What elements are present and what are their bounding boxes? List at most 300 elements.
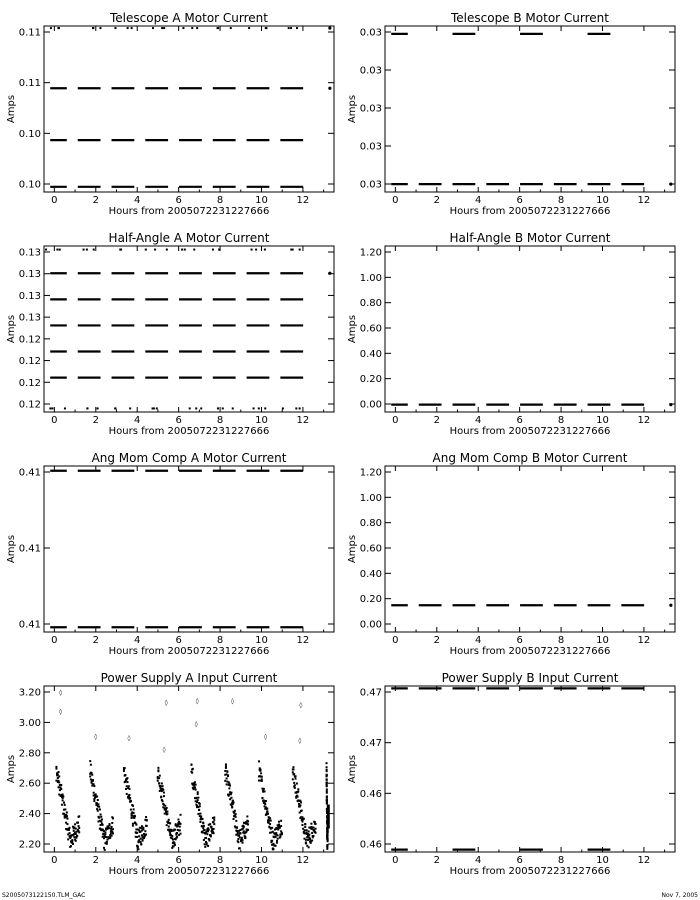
power-supply-a-input-current-point: [209, 823, 211, 825]
power-supply-a-input-current-xtick-label: 0: [51, 855, 58, 866]
power-supply-a-input-current-point: [106, 841, 108, 843]
ang-mom-comp-a-motor-current-xlabel: Hours from 2005072231227666: [108, 646, 270, 657]
power-supply-a-input-current-point: [261, 797, 263, 799]
half-angle-a-motor-current-point: [200, 407, 202, 409]
power-supply-a-input-current-point: [295, 778, 297, 780]
power-supply-a-input-current-point: [140, 841, 142, 843]
power-supply-a-input-current-xlabel: Hours from 2005072231227666: [108, 866, 270, 877]
power-supply-a-input-current-point: [136, 836, 138, 838]
power-supply-a-input-current-point: [326, 781, 328, 783]
power-supply-b-input-current-xlabel: Hours from 2005072231227666: [449, 866, 611, 877]
half-angle-a-motor-current-ytick-label: 0.13: [18, 312, 41, 324]
half-angle-a-motor-current-ytick-label: 0.13: [18, 247, 41, 259]
power-supply-a-input-current-point: [276, 840, 278, 842]
power-supply-a-input-current-point: [196, 801, 198, 803]
power-supply-a-input-current-point: [145, 834, 147, 836]
power-supply-a-input-current-point: [138, 835, 140, 837]
power-supply-a-input-current-point: [179, 829, 181, 831]
power-supply-a-input-current-point: [92, 780, 94, 782]
power-supply-a-input-current-point: [129, 797, 131, 799]
power-supply-a-input-current-point: [204, 846, 206, 848]
power-supply-a-input-current-point: [301, 824, 303, 826]
power-supply-a-input-current-point: [78, 827, 80, 829]
telescope-a-motor-current-xlabel: Hours from 2005072231227666: [108, 206, 270, 217]
power-supply-a-input-current-point: [259, 769, 261, 771]
power-supply-a-input-current-ytick-label: 2.80: [18, 748, 41, 760]
power-supply-a-input-current-point: [293, 773, 295, 775]
power-supply-a-input-current-point: [130, 809, 132, 811]
power-supply-a-input-current-point: [235, 816, 237, 818]
half-angle-a-motor-current-point: [264, 249, 266, 251]
ang-mom-comp-b-motor-current-xtick-label: 8: [557, 635, 565, 646]
power-supply-a-input-current-point: [168, 819, 170, 821]
ang-mom-comp-b-motor-current-ytick-label: 0.80: [359, 518, 382, 530]
power-supply-a-input-current-point: [304, 823, 306, 825]
power-supply-a-input-current-point: [202, 818, 204, 820]
power-supply-a-input-current-ytick-label: 3.00: [18, 717, 41, 729]
power-supply-a-input-current-frame: [44, 686, 334, 852]
half-angle-a-motor-current-ylabel: Amps: [6, 314, 17, 344]
telescope-b-motor-current-xtick-label: 6: [516, 195, 523, 206]
half-angle-b-motor-current-xtick-label: 0: [392, 415, 399, 426]
half-angle-a-motor-current-point: [251, 249, 253, 251]
power-supply-a-input-current-point: [230, 792, 232, 794]
power-supply-a-input-current-point: [77, 822, 79, 824]
half-angle-a-motor-current-point: [282, 407, 284, 409]
power-supply-a-input-current-point: [64, 804, 66, 806]
power-supply-a-input-current-point: [326, 762, 328, 764]
power-supply-a-input-current-point: [160, 796, 162, 798]
telescope-a-motor-current-point: [182, 27, 184, 29]
telescope-a-motor-current-point: [288, 27, 290, 29]
power-supply-a-input-current-point: [126, 793, 128, 795]
power-supply-a-input-current-point: [326, 796, 328, 798]
power-supply-a-input-current-point: [271, 827, 273, 829]
power-supply-a-input-current-point: [157, 780, 159, 782]
half-angle-a-motor-current-point: [64, 407, 66, 409]
half-angle-a-motor-current-xtick-label: 8: [216, 415, 224, 426]
power-supply-a-input-current-point: [297, 796, 299, 798]
power-supply-a-input-current-point: [239, 836, 241, 838]
telescope-a-motor-current-point: [161, 27, 163, 29]
power-supply-a-input-current-point: [269, 823, 271, 825]
power-supply-a-input-current-point: [193, 788, 195, 790]
power-supply-a-input-current-point: [89, 760, 91, 762]
power-supply-a-input-current-point: [194, 786, 196, 788]
power-supply-a-input-current-point: [303, 818, 305, 820]
power-supply-a-input-current-point: [93, 785, 95, 787]
power-supply-b-input-current-frame: [385, 686, 675, 852]
telescope-b-motor-current-ytick-label: 0.03: [359, 65, 382, 77]
footer-source-file: S2005073122150.TLM_GAC: [2, 892, 86, 899]
ang-mom-comp-b-motor-current-panel: [347, 451, 675, 657]
power-supply-a-input-current-point: [281, 832, 283, 834]
telescope-b-motor-current-ylabel: Amps: [347, 94, 358, 124]
power-supply-a-input-current-point: [207, 830, 209, 832]
power-supply-a-input-current-point: [112, 832, 114, 834]
power-supply-a-input-current-point: [169, 832, 171, 834]
power-supply-a-input-current-point: [70, 845, 72, 847]
power-supply-a-input-current-xtick-label: 2: [92, 855, 99, 866]
power-supply-a-input-current-point: [202, 831, 204, 833]
power-supply-a-input-current-point: [203, 839, 205, 841]
half-angle-a-motor-current-point: [153, 407, 155, 409]
power-supply-a-input-current-point: [294, 784, 296, 786]
power-supply-a-input-current-point: [62, 794, 64, 796]
power-supply-a-input-current-point: [174, 844, 176, 846]
ang-mom-comp-a-motor-current-xtick-label: 12: [296, 635, 310, 646]
ang-mom-comp-a-motor-current-xtick-label: 10: [255, 635, 268, 646]
power-supply-a-input-current-point: [326, 788, 328, 790]
power-supply-a-input-current-ytick-label: 2.60: [18, 778, 41, 790]
power-supply-a-input-current-point: [199, 805, 201, 807]
half-angle-a-motor-current-point: [114, 407, 116, 409]
power-supply-a-input-current-point: [159, 785, 161, 787]
power-supply-b-input-current-ytick-label: 0.46: [359, 788, 382, 800]
power-supply-a-input-current-point: [267, 813, 269, 815]
power-supply-a-input-current-point: [135, 824, 137, 826]
power-supply-a-input-current-point: [278, 821, 280, 823]
power-supply-a-input-current-point: [166, 824, 168, 826]
power-supply-a-input-current-point: [297, 788, 299, 790]
power-supply-a-input-current-point: [111, 826, 113, 828]
ang-mom-comp-a-motor-current-xtick-label: 8: [216, 635, 224, 646]
power-supply-a-input-current-outlier: ◊: [59, 689, 63, 697]
power-supply-a-input-current-point: [326, 792, 328, 794]
power-supply-a-input-current-point: [197, 791, 199, 793]
power-supply-a-input-current-point: [158, 777, 160, 779]
power-supply-a-input-current-point: [133, 812, 135, 814]
half-angle-a-motor-current-point: [299, 407, 301, 409]
telescope-a-motor-current-xtick-label: 0: [51, 195, 58, 206]
power-supply-a-input-current-point: [326, 844, 328, 846]
power-supply-a-input-current-point: [64, 808, 66, 810]
power-supply-a-input-current-point: [142, 827, 144, 829]
power-supply-a-input-current-point: [243, 830, 245, 832]
power-supply-b-input-current-ytick-label: 0.46: [359, 839, 382, 851]
power-supply-a-input-current-point: [73, 836, 75, 838]
power-supply-a-input-current-point: [309, 838, 311, 840]
power-supply-a-input-current-point: [242, 842, 244, 844]
ang-mom-comp-a-motor-current-panel: [6, 451, 334, 657]
power-supply-a-input-current-point: [112, 828, 114, 830]
power-supply-a-input-current-point: [124, 774, 126, 776]
power-supply-a-input-current-point: [124, 767, 126, 769]
power-supply-a-input-current-point: [111, 835, 113, 837]
power-supply-a-input-current-point: [326, 766, 328, 768]
power-supply-a-input-current-point: [203, 825, 205, 827]
power-supply-a-input-current-point: [275, 845, 277, 847]
power-supply-a-input-current-point: [213, 819, 215, 821]
power-supply-a-input-current-point: [326, 802, 328, 804]
half-angle-a-motor-current-point: [154, 249, 156, 251]
half-angle-a-motor-current-point: [93, 249, 95, 251]
ang-mom-comp-a-motor-current-ytick-label: 0.41: [18, 619, 41, 631]
power-supply-a-input-current-point: [163, 792, 165, 794]
half-angle-a-motor-current-frame: [44, 246, 334, 412]
power-supply-a-input-current-point: [197, 797, 199, 799]
half-angle-a-motor-current-xlabel: Hours from 2005072231227666: [108, 426, 270, 437]
power-supply-a-input-current-point: [98, 817, 100, 819]
power-supply-a-input-current-point: [130, 800, 132, 802]
power-supply-a-input-current-point: [304, 832, 306, 834]
power-supply-a-input-current-point: [141, 834, 143, 836]
power-supply-a-input-current-point: [66, 823, 68, 825]
power-supply-a-input-current-point: [315, 823, 317, 825]
power-supply-a-input-current-point: [67, 838, 69, 840]
power-supply-a-input-current-point: [106, 843, 108, 845]
power-supply-a-input-current-point: [301, 821, 303, 823]
telescope-b-motor-current-frame: [385, 26, 675, 192]
power-supply-a-input-current-point: [145, 816, 147, 818]
ang-mom-comp-a-motor-current-frame: [44, 466, 334, 632]
power-supply-a-input-current-point: [208, 839, 210, 841]
telescope-a-motor-current-point: [127, 27, 129, 29]
ang-mom-comp-b-motor-current-ylabel: Amps: [347, 534, 358, 564]
power-supply-a-input-current-outlier: ◊: [164, 699, 168, 707]
power-supply-a-input-current-point: [104, 831, 106, 833]
telescope-a-motor-current-point: [114, 27, 116, 29]
power-supply-a-input-current-point: [260, 772, 262, 774]
power-supply-a-input-current-point: [279, 836, 281, 838]
half-angle-a-motor-current-point: [51, 407, 53, 409]
power-supply-a-input-current-point: [326, 785, 328, 787]
power-supply-a-input-current-point: [62, 796, 64, 798]
half-angle-b-motor-current-ytick-label: 1.00: [359, 272, 382, 284]
power-supply-a-input-current-point: [280, 820, 282, 822]
power-supply-a-input-current-point: [292, 771, 294, 773]
power-supply-a-input-current-point: [277, 828, 279, 830]
power-supply-a-input-current-point: [235, 813, 237, 815]
telescope-a-motor-current-point: [92, 27, 94, 29]
half-angle-a-motor-current-point: [184, 249, 186, 251]
telescope-a-motor-current-xtick-label: 12: [296, 195, 310, 206]
ang-mom-comp-b-motor-current-frame: [385, 466, 675, 632]
ang-mom-comp-b-motor-current-xtick-label: 2: [433, 635, 440, 646]
power-supply-a-input-current-point: [177, 825, 179, 827]
power-supply-a-input-current-point: [295, 775, 297, 777]
power-supply-a-input-current-point: [206, 842, 208, 844]
power-supply-a-input-current-point: [105, 836, 107, 838]
power-supply-a-input-current-point: [58, 771, 60, 773]
power-supply-a-input-current-point: [71, 840, 73, 842]
power-supply-a-input-current-point: [210, 834, 212, 836]
power-supply-a-input-current-point: [132, 823, 134, 825]
half-angle-a-motor-current-point: [222, 407, 224, 409]
power-supply-a-input-current-point: [180, 833, 182, 835]
ang-mom-comp-b-motor-current-title: Ang Mom Comp B Motor Current: [432, 451, 628, 465]
power-supply-a-input-current-point: [172, 839, 174, 841]
power-supply-a-input-current-point: [103, 847, 105, 849]
telescope-a-motor-current-point: [50, 27, 52, 29]
power-supply-a-input-current-point: [297, 790, 299, 792]
half-angle-a-motor-current-ytick-label: 0.13: [18, 269, 41, 281]
power-supply-a-input-current-point: [226, 777, 228, 779]
power-supply-a-input-current-point: [161, 782, 163, 784]
half-angle-a-motor-current-xtick-label: 6: [175, 415, 182, 426]
telescope-a-motor-current-ytick-label: 0.11: [18, 78, 41, 90]
power-supply-a-input-current-point: [126, 777, 128, 779]
power-supply-a-input-current-point: [162, 785, 164, 787]
power-supply-a-input-current-point: [140, 827, 142, 829]
power-supply-a-input-current-point: [128, 788, 130, 790]
half-angle-b-motor-current-endpoint: [669, 403, 672, 406]
power-supply-a-input-current-point: [230, 797, 232, 799]
power-supply-a-input-current-point: [243, 826, 245, 828]
power-supply-a-input-current-point: [140, 838, 142, 840]
power-supply-a-input-current-point: [270, 820, 272, 822]
half-angle-a-motor-current-ytick-label: 0.12: [18, 334, 41, 346]
power-supply-a-input-current-point: [308, 834, 310, 836]
power-supply-a-input-current-point: [277, 834, 279, 836]
half-angle-a-motor-current-xtick-label: 12: [296, 415, 310, 426]
telescope-b-motor-current-xtick-label: 2: [433, 195, 440, 206]
power-supply-a-input-current-point: [91, 774, 93, 776]
power-supply-a-input-current-point: [305, 842, 307, 844]
power-supply-a-input-current-point: [104, 849, 106, 851]
half-angle-b-motor-current-ytick-label: 1.20: [359, 247, 382, 259]
power-supply-a-input-current-point: [177, 818, 179, 820]
telescope-a-motor-current-endpoint: [328, 26, 331, 29]
power-supply-a-input-current-xtick-label: 12: [296, 855, 310, 866]
telescope-a-motor-current-frame: [44, 26, 334, 192]
power-supply-a-input-current-xtick-label: 6: [175, 855, 182, 866]
power-supply-a-input-current-ytick-label: 2.40: [18, 809, 41, 821]
ang-mom-comp-b-motor-current-xtick-label: 10: [596, 635, 609, 646]
power-supply-a-input-current-point: [132, 805, 134, 807]
power-supply-a-input-current-point: [258, 760, 260, 762]
telescope-a-motor-current-point: [131, 27, 133, 29]
power-supply-a-input-current-point: [246, 815, 248, 817]
half-angle-a-motor-current-point: [292, 249, 294, 251]
power-supply-a-input-current-point: [242, 828, 244, 830]
power-supply-a-input-current-point: [134, 815, 136, 817]
power-supply-a-input-current-point: [75, 831, 77, 833]
power-supply-a-input-current-xtick-label: 10: [255, 855, 268, 866]
power-supply-a-input-current-point: [308, 846, 310, 848]
ang-mom-comp-a-motor-current-xtick-label: 2: [92, 635, 99, 646]
power-supply-a-input-current-point: [276, 842, 278, 844]
power-supply-a-input-current-point: [233, 801, 235, 803]
power-supply-b-input-current-ylabel: Amps: [347, 754, 358, 784]
half-angle-a-motor-current-point: [193, 249, 195, 251]
power-supply-b-input-current-xtick-label: 4: [475, 855, 482, 866]
power-supply-a-input-current-point: [207, 845, 209, 847]
power-supply-a-input-current-point: [225, 767, 227, 769]
ang-mom-comp-a-motor-current-xtick-label: 4: [134, 635, 141, 646]
power-supply-a-input-current-point: [327, 838, 329, 840]
power-supply-a-input-current-point: [137, 848, 139, 850]
power-supply-a-input-current-point: [93, 800, 95, 802]
power-supply-a-input-current-point: [244, 836, 246, 838]
power-supply-a-input-current-point: [305, 839, 307, 841]
power-supply-a-input-current-point: [99, 808, 101, 810]
power-supply-a-input-current-point: [236, 826, 238, 828]
telescope-a-motor-current-point: [230, 27, 232, 29]
power-supply-a-input-current-point: [310, 823, 312, 825]
power-supply-a-input-current-point: [326, 800, 328, 802]
telescope-a-motor-current-point: [248, 27, 250, 29]
power-supply-a-input-current-point: [264, 790, 266, 792]
telescope-a-motor-current-ylabel: Amps: [6, 94, 17, 124]
power-supply-a-input-current-point: [66, 818, 68, 820]
power-supply-a-input-current-point: [78, 815, 80, 817]
ang-mom-comp-b-motor-current-ytick-label: 0.00: [359, 619, 382, 631]
power-supply-a-input-current-point: [199, 803, 201, 805]
power-supply-a-input-current-title: Power Supply A Input Current: [100, 671, 278, 685]
telescope-b-motor-current-xtick-label: 0: [392, 195, 399, 206]
telescope-b-motor-current-xtick-label: 8: [557, 195, 565, 206]
power-supply-a-input-current-point: [108, 827, 110, 829]
power-supply-a-input-current-point: [140, 843, 142, 845]
power-supply-a-input-current-point: [171, 835, 173, 837]
power-supply-a-input-current-point: [213, 816, 215, 818]
power-supply-a-input-current-ylabel: Amps: [6, 754, 17, 784]
power-supply-a-input-current-point: [225, 763, 227, 765]
power-supply-a-input-current-outlier: ◊: [94, 733, 98, 741]
power-supply-a-input-current-ytick-label: 2.20: [18, 839, 41, 851]
power-supply-a-input-current-point: [104, 833, 106, 835]
power-supply-a-input-current-point: [89, 775, 91, 777]
power-supply-a-input-current-point: [78, 825, 80, 827]
half-angle-b-motor-current-xtick-label: 12: [637, 415, 651, 426]
half-angle-a-motor-current-point: [56, 249, 58, 251]
power-supply-a-input-current-point: [98, 806, 100, 808]
power-supply-a-input-current-point: [57, 773, 59, 775]
power-supply-a-input-current-point: [102, 824, 104, 826]
telescope-b-motor-current-ytick-label: 0.03: [359, 27, 382, 39]
telescope-a-motor-current-point: [99, 27, 101, 29]
power-supply-a-input-current-point: [126, 781, 128, 783]
power-supply-a-input-current-point: [157, 767, 159, 769]
power-supply-b-input-current-xtick-label: 8: [557, 855, 565, 866]
footer-date: Nov 7, 2005: [661, 892, 698, 899]
power-supply-a-input-current-point: [199, 813, 201, 815]
half-angle-a-motor-current-point: [129, 407, 131, 409]
half-angle-a-motor-current-ytick-label: 0.12: [18, 377, 41, 389]
telescope-a-motor-current-point: [217, 27, 219, 29]
half-angle-a-motor-current-point: [45, 249, 47, 251]
power-supply-a-input-current-point: [73, 830, 75, 832]
power-supply-a-input-current-point: [199, 821, 201, 823]
power-supply-a-input-current-point: [294, 787, 296, 789]
power-supply-a-input-current-point: [197, 793, 199, 795]
power-supply-a-input-current-point: [198, 809, 200, 811]
power-supply-a-input-current-point: [231, 806, 233, 808]
power-supply-a-input-current-point: [228, 787, 230, 789]
half-angle-a-motor-current-point: [59, 249, 61, 251]
telescope-a-motor-current-xtick-label: 6: [175, 195, 182, 206]
power-supply-a-input-current-point: [173, 842, 175, 844]
power-supply-a-input-current-point: [100, 813, 102, 815]
half-angle-a-motor-current-point: [212, 249, 214, 251]
power-supply-a-input-current-point: [100, 816, 102, 818]
power-supply-a-input-current-point: [179, 826, 181, 828]
power-supply-a-input-current-point: [234, 810, 236, 812]
power-supply-a-input-current-point: [162, 800, 164, 802]
power-supply-a-input-current-point: [164, 805, 166, 807]
power-supply-a-input-current-point: [168, 826, 170, 828]
power-supply-a-input-current-point: [112, 817, 114, 819]
power-supply-a-input-current-point: [296, 783, 298, 785]
power-supply-a-input-current-point: [308, 830, 310, 832]
power-supply-a-input-current-point: [55, 768, 57, 770]
power-supply-a-input-current-point: [263, 788, 265, 790]
power-supply-a-input-current-point: [233, 818, 235, 820]
power-supply-a-input-current-point: [192, 768, 194, 770]
telescope-a-motor-current-xtick-label: 4: [134, 195, 141, 206]
power-supply-a-input-current-point: [75, 833, 77, 835]
